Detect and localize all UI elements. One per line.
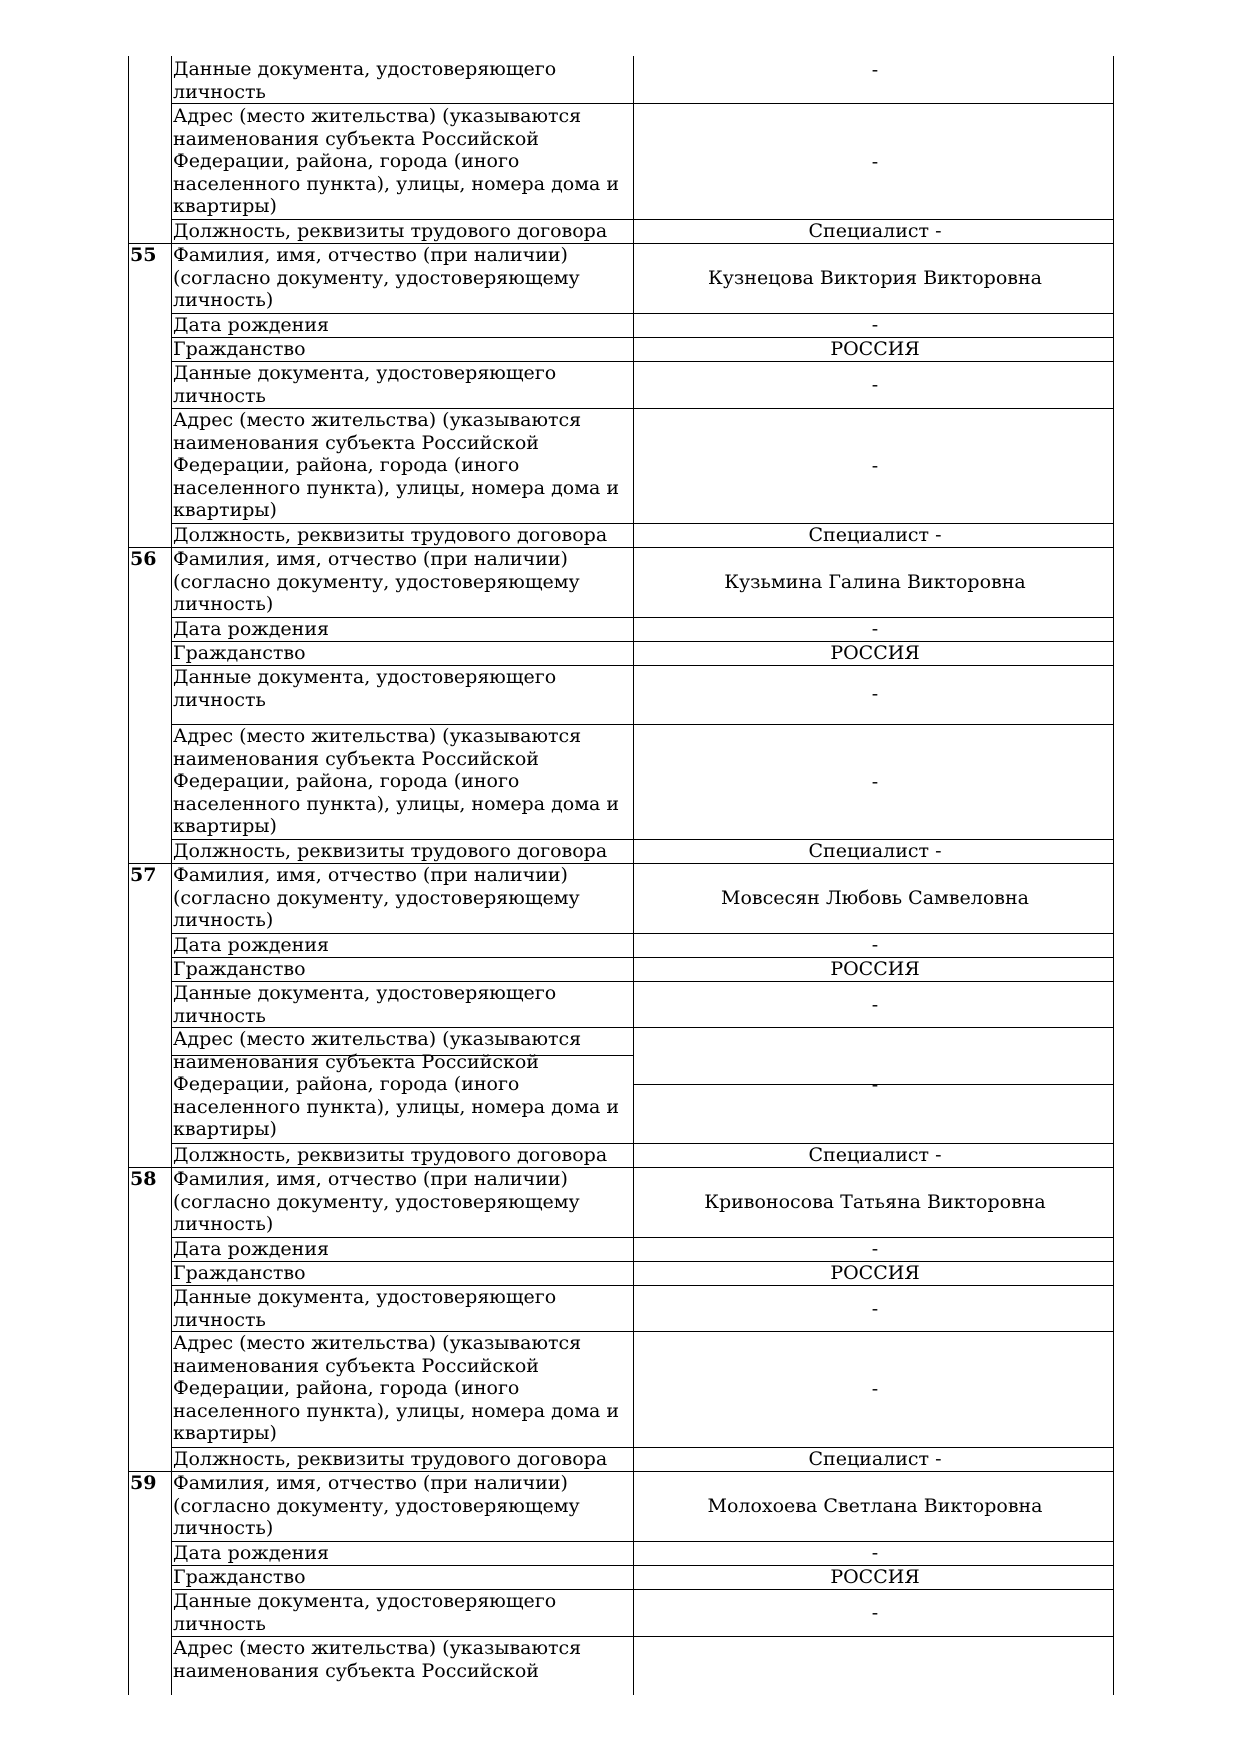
label-line: личность [173, 688, 266, 711]
person-number: 56 [130, 548, 157, 570]
label-line: Фамилия, имя, отчество (при наличии) [173, 244, 568, 266]
label-fio [173, 1472, 633, 1540]
label-line: Федерации, района, города (иного [173, 454, 520, 477]
label-fio [173, 548, 633, 616]
label-line: Фамилия, имя, отчество (при наличии) [173, 864, 568, 886]
value-document: - [871, 374, 879, 396]
label-line: Данные документа, удостоверяющего [173, 1286, 557, 1308]
value-citizenship: РОССИЯ [830, 642, 920, 664]
person-number: 58 [130, 1168, 157, 1190]
value-document: - [871, 1298, 879, 1320]
label-line: населенного пункта), улицы, номера дома и [173, 1095, 620, 1118]
value-fio: Молохоева Светлана Викторовна [707, 1495, 1043, 1517]
label-line: Данные документа, удостоверяющего [173, 982, 557, 1004]
value-position: Специалист - [808, 1144, 942, 1166]
value-citizenship: РОССИЯ [830, 958, 920, 980]
label-line: наименования субъекта Российской [173, 1354, 539, 1377]
value-address: - [871, 771, 879, 793]
value-document: - [871, 59, 879, 81]
label-line: квартиры) [173, 195, 277, 218]
label-line: (согласно документу, удостоверяющему [173, 1190, 580, 1213]
value-address: - [871, 1074, 879, 1096]
label-line: квартиры) [173, 499, 277, 522]
label-line: населенного пункта), улицы, номера дома и [173, 1399, 620, 1422]
value-address: - [871, 455, 879, 477]
value-document: - [871, 994, 879, 1016]
value-position: Специалист - [808, 524, 942, 546]
label-line: личность [173, 80, 266, 103]
label-line: личность) [173, 593, 274, 616]
label-birth: Дата рождения [173, 1238, 329, 1260]
label-line: личность [173, 384, 266, 407]
label-line: личность) [173, 1213, 274, 1236]
label-birth: Дата рождения [173, 618, 329, 640]
label-address [173, 725, 633, 838]
label-position: Должность, реквизиты трудового договора [173, 1144, 608, 1166]
label-line: Фамилия, имя, отчество (при наличии) [173, 1168, 568, 1190]
label-document [173, 666, 633, 711]
label-birth: Дата рождения [173, 1542, 329, 1564]
value-citizenship: РОССИЯ [830, 1262, 920, 1284]
label-line: личность [173, 1308, 266, 1331]
label-line: Фамилия, имя, отчество (при наличии) [173, 548, 568, 570]
label-line: Федерации, района, города (иного [173, 150, 520, 173]
table-border-left [128, 56, 129, 1695]
label-line: наименования субъекта Российской [173, 747, 539, 770]
label-document [173, 362, 633, 407]
label-line: Адрес (место жительства) (указываются [173, 1332, 582, 1354]
label-line: Адрес (место жительства) (указываются [173, 105, 582, 127]
label-line: Адрес (место жительства) (указываются [173, 1637, 582, 1659]
label-line: личность [173, 1004, 266, 1027]
table-border-number-col [171, 56, 172, 1695]
label-line: личность) [173, 289, 274, 312]
value-address: - [871, 1378, 879, 1400]
label-document [173, 1286, 633, 1331]
table-border-label-col [633, 56, 634, 1695]
label-line: личность [173, 1612, 266, 1635]
value-birth: - [871, 934, 879, 956]
label-line: личность) [173, 909, 274, 932]
label-line: Данные документа, удостоверяющего [173, 666, 557, 688]
value-birth: - [871, 618, 879, 640]
value-citizenship: РОССИЯ [830, 1566, 920, 1588]
label-line: квартиры) [173, 815, 277, 838]
label-fio [173, 864, 633, 932]
label-line: Федерации, района, города (иного [173, 1377, 520, 1400]
value-birth: - [871, 1238, 879, 1260]
cell-artifact-line [171, 1055, 633, 1056]
label-line: Данные документа, удостоверяющего [173, 1590, 557, 1612]
label-line: наименования субъекта Российской [173, 431, 539, 454]
value-position: Специалист - [808, 1448, 942, 1470]
value-birth: - [871, 1542, 879, 1564]
value-position: Специалист - [808, 840, 942, 862]
label-line: Адрес (место жительства) (указываются [173, 725, 582, 747]
label-address-partial [173, 1637, 633, 1682]
label-line: наименования субъекта Российской [173, 1050, 539, 1073]
person-number: 57 [130, 864, 157, 886]
value-position: Специалист - [808, 220, 942, 242]
label-line: наименования субъекта Российской [173, 127, 539, 150]
label-line: Федерации, района, города (иного [173, 770, 520, 793]
label-line: населенного пункта), улицы, номера дома и [173, 792, 620, 815]
label-address [173, 409, 633, 522]
label-birth: Дата рождения [173, 314, 329, 336]
value-document: - [871, 1602, 879, 1624]
value-fio: Кривоносова Татьяна Викторовна [704, 1191, 1046, 1213]
label-position: Должность, реквизиты трудового договора [173, 1448, 608, 1470]
label-citizenship: Гражданство [173, 1566, 306, 1588]
person-number: 55 [130, 244, 157, 266]
label-line: населенного пункта), улицы, номера дома и [173, 172, 620, 195]
label-position: Должность, реквизиты трудового договора [173, 220, 608, 242]
label-line: Фамилия, имя, отчество (при наличии) [173, 1472, 568, 1494]
label-line: квартиры) [173, 1422, 277, 1445]
label-line: Адрес (место жительства) (указываются [173, 1028, 582, 1050]
value-address: - [871, 151, 879, 173]
value-citizenship: РОССИЯ [830, 338, 920, 360]
label-line: Адрес (место жительства) (указываются [173, 409, 582, 431]
label-line: населенного пункта), улицы, номера дома и [173, 476, 620, 499]
label-line: Федерации, района, города (иного [173, 1073, 520, 1096]
value-fio: Кузнецова Виктория Викторовна [708, 267, 1042, 289]
label-line: наименования субъекта Российской [173, 1659, 539, 1682]
label-citizenship: Гражданство [173, 1262, 306, 1284]
label-birth: Дата рождения [173, 934, 329, 956]
label-citizenship: Гражданство [173, 958, 306, 980]
value-fio: Кузьмина Галина Викторовна [724, 571, 1026, 593]
label-address [173, 105, 633, 218]
label-line: квартиры) [173, 1118, 277, 1141]
label-line: личность) [173, 1517, 274, 1540]
label-line: Данные документа, удостоверяющего [173, 58, 557, 80]
value-birth: - [871, 314, 879, 336]
label-document [173, 1590, 633, 1635]
person-number: 59 [130, 1472, 157, 1494]
label-line: (согласно документу, удостоверяющему [173, 886, 580, 909]
label-fio [173, 1168, 633, 1236]
label-line: (согласно документу, удостоверяющему [173, 570, 580, 593]
label-line: (согласно документу, удостоверяющему [173, 266, 580, 289]
label-line: Данные документа, удостоверяющего [173, 362, 557, 384]
label-line: (согласно документу, удостоверяющему [173, 1494, 580, 1517]
label-position: Должность, реквизиты трудового договора [173, 524, 608, 546]
label-document [173, 58, 633, 103]
label-fio [173, 244, 633, 312]
label-position: Должность, реквизиты трудового договора [173, 840, 608, 862]
value-document: - [871, 683, 879, 705]
row-border [171, 103, 1113, 104]
label-address [173, 1028, 633, 1141]
value-fio: Мовсесян Любовь Самвеловна [721, 887, 1029, 909]
label-address [173, 1332, 633, 1445]
label-document [173, 982, 633, 1027]
label-citizenship: Гражданство [173, 338, 306, 360]
label-citizenship: Гражданство [173, 642, 306, 664]
